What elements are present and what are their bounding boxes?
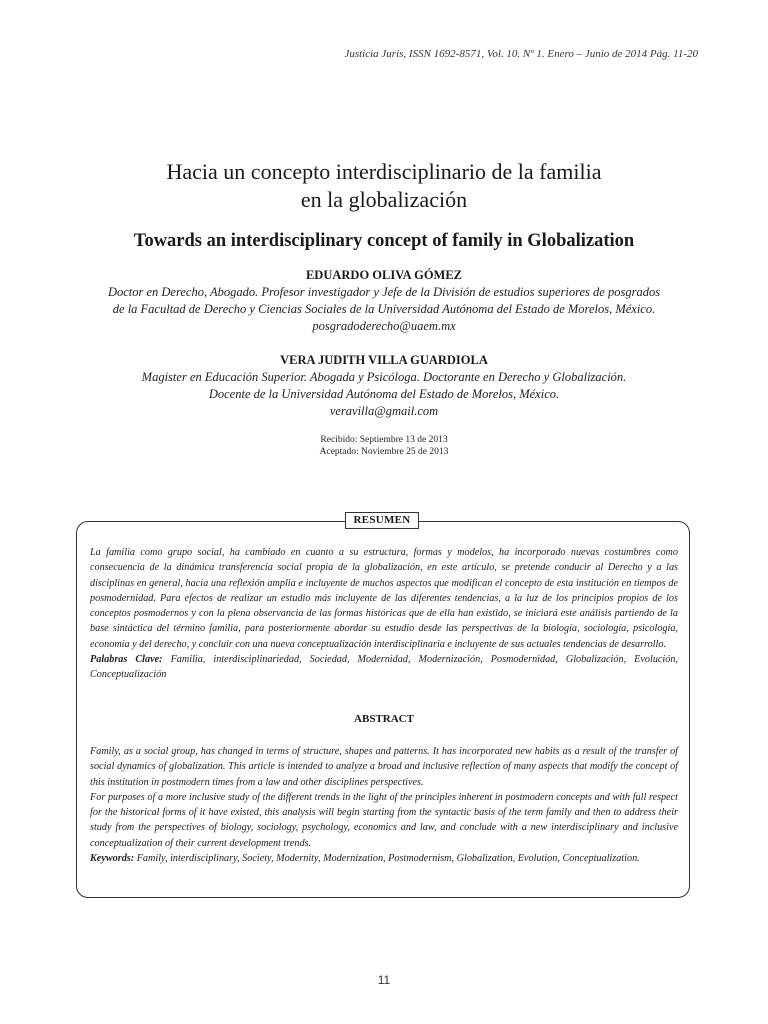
author-email[interactable]: posgradoderecho@uaem.mx [312,319,456,333]
page-number: 11 [377,973,391,987]
author-name: VERA JUDITH VILLA GUARDIOLA [280,353,488,367]
received-date: Recibido: Septiembre 13 de 2013 [320,435,448,445]
abstract-section [90,744,678,866]
abstract-keywords-list: Family, interdisciplinary, Society, Modernity, Modernization, Postmodernism, Globalization, Evolution, Conceptualization. [134,853,640,865]
resumen-label: RESUMEN [345,512,419,529]
abstract-paragraph-1: Family, as a social group, has changed in terms of structure, shapes and patterns. It has incorporated new habits as a result of the transfer of social dynamics of globalization. This article is intended to analyze a broad and inclusive reflection of many aspects that modify the concept of this institution in postmodern times from a law and other disciplines perspectives. [90,746,678,788]
journal-citation: Justicia Juris, ISSN 1692-8571, Vol. 10. Nº 1. Enero – Junio de 2014 Pág. 11-20 [344,48,698,60]
author-affiliation-line-2: de la Facultad de Derecho y Ciencias Sociales de la Universidad Autónoma del Estado de Morelos, México. [112,302,656,316]
resumen-keywords-list: Familia, interdisciplinariedad, Sociedad, Modernidad, Modernización, Posmodernidad, Globalización, Evolución, Conceptualización [90,654,678,681]
spanish-title-line-2: en la globalización [300,187,468,212]
abstract-paragraph-2: For purposes of a more inclusive study of the different trends in the light of the principles inherent in postmodern concepts and with full respect for the historical forms of it have existed, this analysis will begin starting from the syntactic basis of the term family and then to address their study from the perspectives of biology, sociology, psychology, economics and law, and conclude with a new interdisciplinary and inclusive conceptualization of their current development trends. [90,791,678,849]
resumen-section [90,545,678,683]
submission-dates [0,434,768,458]
english-title: Towards an interdisciplinary concept of family in Globalization [133,231,635,251]
author-affiliation-line-1: Doctor en Derecho, Abogado. Profesor investigador y Jefe de la División de estudios superiores de posgrados [107,285,661,299]
resumen-keywords [90,652,678,683]
author-block-1 [0,266,768,335]
accepted-date: Aceptado: Noviembre 25 de 2013 [319,447,449,457]
resumen-keywords-label: Palabras Clave: [90,654,163,666]
spanish-title [0,158,768,214]
resumen-body: La familia como grupo social, ha cambiado en cuanto a su estructura, formas y modelos, ha incorporado nuevas costumbres como consecuencia de la dinámica transferencia social propia de la globalización, en este artículo, se pretende conducir al Derecho y a las disciplinas en general, hacia una reflexión amplia e incluyente de muchos aspectos que modifican el concepto de esta institución en tiempos de posmodernidad. Para efectos de realizar un estudio más incluyente de las diferentes tendencias, a la luz de los principios propios de los conceptos posmodernos y con la plena observancia de las formas históricas que de ella han existido, se iniciará este análisis partiendo de la base sintáctica del término familia, para posteriormente abordar su estudio desde las perspectivas de la biología, sociología, psicología, economía y del derecho, y concluir con una nueva conceptualización interdisciplinaria e incluyente de sus actuales tendencias de desarrollo. [90,547,678,650]
abstract-heading: ABSTRACT [354,713,414,725]
abstract-keywords [90,851,678,866]
author-block-2 [0,351,768,420]
author-name: EDUARDO OLIVA GÓMEZ [305,268,463,282]
author-email[interactable]: veravilla@gmail.com [329,404,439,418]
author-affiliation-line-2: Docente de la Universidad Autónoma del Estado de Morelos, México. [208,387,560,401]
abstract-keywords-label: Keywords: [90,853,135,865]
spanish-title-line-1: Hacia un concepto interdisciplinario de la familia [166,159,602,184]
author-affiliation-line-1: Magister en Educación Superior. Abogada y Psicóloga. Doctorante en Derecho y Globalización. [141,370,627,384]
